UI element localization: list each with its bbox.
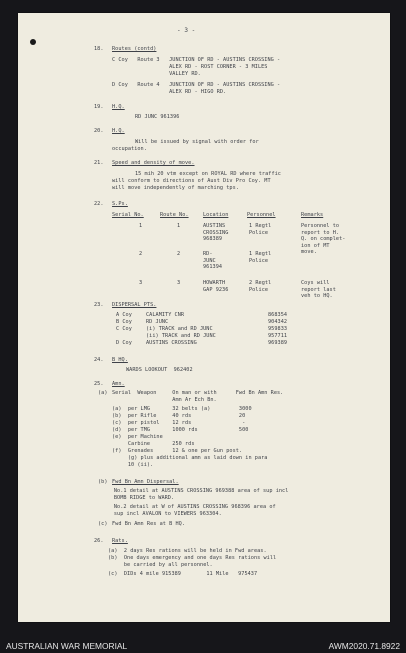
section-25-heading: Amn. <box>112 381 125 387</box>
ammo-dispersal-line: BOMB RIDGE to WARD. <box>98 495 175 501</box>
section-18-line: ALEX RD - ROST CORNER - 3 MILES <box>112 64 268 70</box>
sp-cell: 2 Regtl Police <box>249 280 272 293</box>
ammo-dispersal-line: No.1 detail at AUSTINS CROSSING 969388 area of sup incl <box>98 488 289 494</box>
sp-cell: 2 <box>177 251 181 257</box>
ammo-line: (f) Grenades 12 & one per Gun post. <box>112 448 243 454</box>
sp-cell: 1 Regtl Police <box>249 251 272 264</box>
page-marker: - 3 - <box>177 27 196 34</box>
sp-table-header: Route No. <box>160 212 189 218</box>
section-24-heading: B HQ. <box>112 357 128 363</box>
sp-cell: Coys will report last veh to HQ. <box>301 280 336 299</box>
dispersal-ref: 868354 <box>268 312 288 318</box>
sp-table-header: Location <box>203 212 229 218</box>
section-21-heading: Speed and density of move. <box>112 160 195 166</box>
archive-footer <box>0 638 406 653</box>
ammo-line: (d) per TMG 1000 rds 500 <box>112 427 249 433</box>
sp-cell: 2 <box>139 251 143 257</box>
section-20-line: Will be issued by signal with order for <box>135 139 259 145</box>
sp-cell: 1 <box>177 223 181 229</box>
dispersal-unit: B Coy <box>116 319 132 325</box>
sp-cell: 3 <box>177 280 181 286</box>
section-26-heading: Rats. <box>112 538 128 544</box>
section-20-heading: H.Q. <box>112 128 125 134</box>
sp-cell: HOWARTH GAP 9236 <box>203 280 229 293</box>
sp-table-header: Remarks <box>301 212 324 218</box>
section-23-number: 23. <box>94 302 104 308</box>
section-18-line: C Coy Route 3 JUNCTION OF RD - AUSTINS CROSSING - <box>112 57 281 63</box>
dispersal-location: (ii) TRACK and RD JUNC <box>146 333 216 339</box>
sp-cell: AUSTINS CROSSING 968389 <box>203 223 229 242</box>
sp-table-header: Serial No. <box>112 212 144 218</box>
section-22-number: 22. <box>94 201 104 207</box>
dispersal-unit: A Coy <box>116 312 132 318</box>
ammo-dispersal-heading: Fwd Bn Amn Dispersal. <box>112 479 179 485</box>
ammo-line: Carbine 250 rds <box>112 441 195 447</box>
ammo-line: Amn Ar Ech Bn. <box>112 397 217 403</box>
section-21-line: will conform to directions of Aust Div Pro Coy. MT <box>112 178 271 184</box>
dispersal-ref: 904342 <box>268 319 288 325</box>
section-18-heading: Routes (contd) <box>112 46 157 52</box>
section-21-line: will move independently of marching tps. <box>112 185 239 191</box>
dispersal-location: CALAMITY CNR <box>146 312 185 318</box>
section-21-number: 21. <box>94 160 104 166</box>
dispersal-ref: 957711 <box>268 333 288 339</box>
sp-cell: 1 Regtl Police <box>249 223 272 236</box>
ammo-res-line: Fwd Bn Amn Res at B HQ. <box>112 521 185 527</box>
section-22-heading: S.Ps. <box>112 201 128 207</box>
ammo-line: Serial Weapon On man or with Fwd Bn Amn Res. <box>112 390 284 396</box>
ammo-line: (b) per Rifle 40 rds 20 <box>112 413 246 419</box>
subsection-label: (b) <box>98 479 108 485</box>
document-page <box>18 13 390 622</box>
ammo-dispersal-line: sup incl AVALON to VIEWERS 963304. <box>98 511 222 517</box>
ammo-line: (a) per LMG 32 belts (a) 3000 <box>112 406 252 412</box>
section-21-line: 15 mih 20 vtm except on ROYAL RD where traffic <box>135 171 281 177</box>
dispersal-location: RD JUNC <box>146 319 169 325</box>
sp-table-header: Personnel <box>247 212 276 218</box>
rations-line: (c) DIDs 4 mile 915389 11 Mile 975437 <box>108 571 258 577</box>
section-18-line: ALEX RD - HIGO RD. <box>112 89 227 95</box>
footer-reference: AWM2020.71.8922 <box>328 640 400 651</box>
dispersal-ref: 969389 <box>268 340 288 346</box>
rations-line: (a) 2 days Res rations will be held in Fwd areas. <box>108 548 267 554</box>
dispersal-location: AUSTINS CROSSING <box>146 340 197 346</box>
dispersal-location: (i) TRACK and RD JUNC <box>146 326 213 332</box>
ammo-line: 10 (ii). <box>112 462 154 468</box>
ammo-line: (e) per Machine <box>112 434 163 440</box>
section-18-line: D Coy Route 4 JUNCTION OF RD - AUSTINS CROSSING - <box>112 82 281 88</box>
section-25-number: 25. <box>94 381 104 387</box>
ammo-line: (c) per pistol 12 rds - <box>112 420 246 426</box>
sp-cell: Personnel to report to H. Q. on complet- ion of MT move. <box>301 223 346 255</box>
section-24-number: 24. <box>94 357 104 363</box>
ammo-dispersal-line: No.2 detail at W of AUSTINS CROSSING 968396 area of <box>98 504 276 510</box>
rations-line: (b) One days emergency and one days Res rations will <box>108 555 277 561</box>
dispersal-unit: C Coy <box>116 326 132 332</box>
sp-cell: 1 <box>139 223 143 229</box>
section-19-number: 19. <box>94 104 104 110</box>
rations-line: be carried by all personnel. <box>108 562 213 568</box>
section-18-number: 18. <box>94 46 104 52</box>
dispersal-unit: D Coy <box>116 340 132 346</box>
sp-cell: 3 <box>139 280 143 286</box>
section-24-line: WARDS LOOKOUT 962402 <box>126 367 193 373</box>
section-26-number: 26. <box>94 538 104 544</box>
subsection-label: (a) <box>98 390 108 396</box>
section-20-line: occupation. <box>112 146 147 152</box>
footer-institution: AUSTRALIAN WAR MEMORIAL <box>6 640 128 651</box>
subsection-label: (c) <box>98 521 108 527</box>
section-19-heading: H.Q. <box>112 104 125 110</box>
section-20-number: 20. <box>94 128 104 134</box>
section-18-line: VALLEY RD. <box>112 71 201 77</box>
section-19-line: RD JUNC 961396 <box>135 114 180 120</box>
section-23-heading: DISPERSAL PTS. <box>112 302 157 308</box>
dispersal-ref: 959833 <box>268 326 288 332</box>
sp-cell: RD- JUNC 961394 <box>203 251 223 270</box>
punch-hole <box>30 39 36 45</box>
ammo-line: (g) plus additional amn as laid down in para <box>112 455 268 461</box>
